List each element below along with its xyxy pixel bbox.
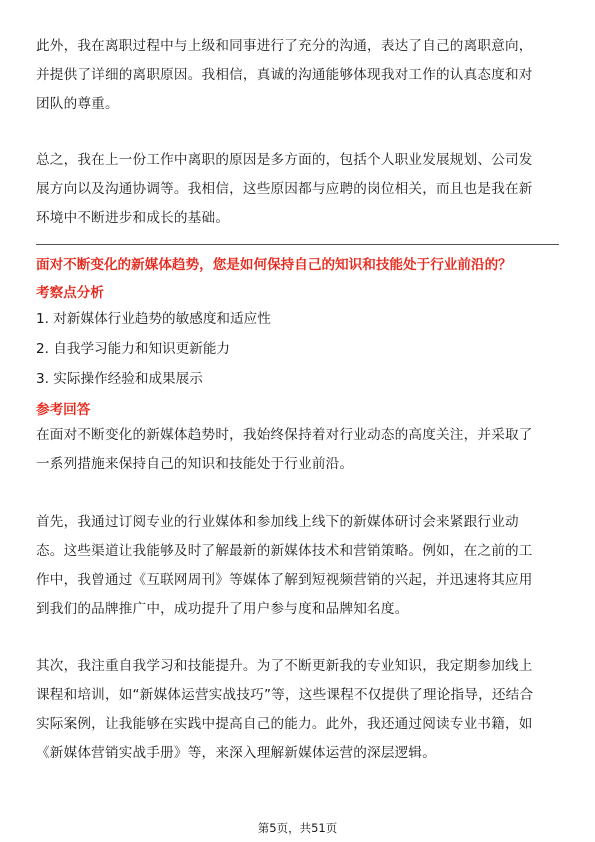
text-line: 此外，我在离职过程中与上级和同事进行了充分的沟通，表达了自己的离职意向， — [36, 38, 533, 54]
text-line: 总之，我在上一份工作中离职的原因是多方面的，包括个人职业发展规划、公司发 — [36, 152, 533, 168]
section-divider — [36, 244, 559, 245]
text-line: 并提供了详细的离职原因。我相信，真诚的沟通能够体现我对工作的认真态度和对 — [36, 67, 533, 83]
answer-paragraph-first — [36, 508, 559, 624]
text-line: 课程和培训，如“新媒体运营实战技巧”等，这些课程不仅提供了理论指导，还结合 — [36, 687, 534, 703]
text-line: 其次，我注重自我学习和技能提升。为了不断更新我的专业知识，我定期参加线上 — [36, 658, 533, 674]
text-line: 作中，我曾通过《互联网周刊》等媒体了解到短视频营销的兴起，并迅速将其应用 — [36, 572, 533, 588]
analysis-item: 2. 自我学习能力和知识更新能力 — [36, 341, 231, 357]
answer-paragraph-intro — [36, 421, 559, 479]
text-line: 环境中不断进步和成长的基础。 — [36, 210, 230, 226]
text-line: 在面对不断变化的新媒体趋势时，我始终保持着对行业动态的高度关注，并采取了 — [36, 427, 533, 443]
analysis-label: 考察点分析 — [36, 285, 104, 301]
page-number: 第5页，共51页 — [257, 821, 338, 835]
question-heading: 面对不断变化的新媒体趋势，您是如何保持自己的知识和技能处于行业前沿的？ — [36, 257, 512, 273]
text-line: 《新媒体营销实战手册》等，来深入理解新媒体运营的深层逻辑。 — [36, 745, 437, 761]
text-line: 展方向以及沟通协调等。我相信，这些原因都与应聘的岗位相关，而且也是我在新 — [36, 181, 533, 197]
paragraph-summary — [36, 146, 559, 233]
answer-paragraph-second — [36, 652, 559, 768]
text-line: 态。这些渠道让我能够及时了解最新的新媒体技术和营销策略。例如，在之前的工 — [36, 543, 533, 559]
text-line: 团队的尊重。 — [36, 96, 119, 112]
text-line: 到我们的品牌推广中，成功提升了用户参与度和品牌知名度。 — [36, 601, 409, 617]
text-line: 实际案例，让我能够在实践中提高自己的能力。此外，我还通过阅读专业书籍，如 — [36, 716, 533, 732]
paragraph-departure-communication — [36, 32, 559, 119]
answer-label: 参考回答 — [36, 402, 91, 418]
analysis-item: 3. 实际操作经验和成果展示 — [36, 371, 203, 387]
analysis-item: 1. 对新媒体行业趋势的敏感度和适应性 — [36, 311, 271, 327]
text-line: 一系列措施来保持自己的知识和技能处于行业前沿。 — [36, 456, 354, 472]
text-line: 首先，我通过订阅专业的行业媒体和参加线上线下的新媒体研讨会来紧跟行业动 — [36, 514, 519, 530]
